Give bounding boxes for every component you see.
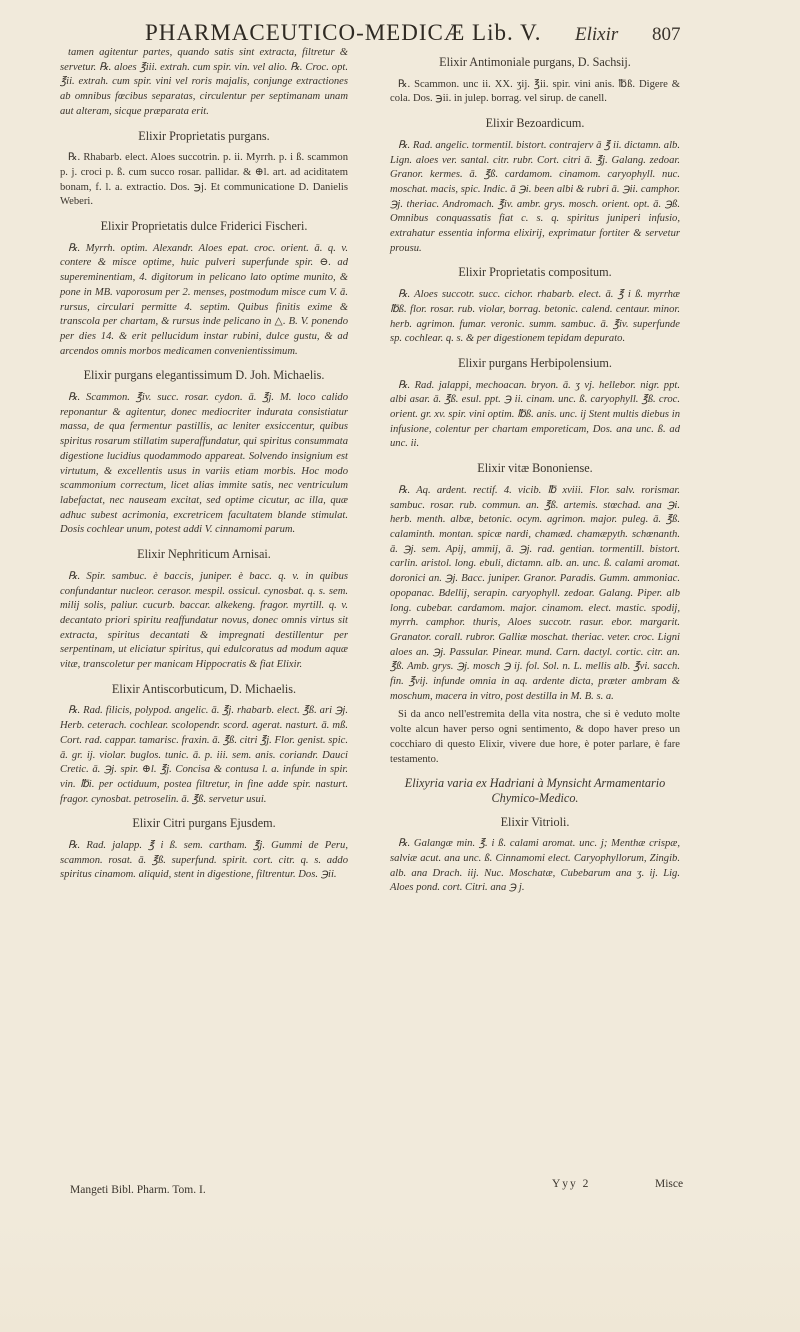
signature-mark: Yyy 2 [552, 1178, 591, 1190]
section-heading: Elixir Antimoniale purgans, D. Sachsij. [439, 55, 631, 69]
section-heading: Elixir purgans elegantissimum D. Joh. Michaelis. [83, 368, 325, 383]
section-word: Elixir [575, 24, 619, 45]
section-heading: Elixir purgans Herbipolensium. [458, 355, 612, 370]
text-paragraph: Si da anco nell'estremita della vita nostra, che si è veduto molte volte alcun haver perso ogni sentimento, & dopo haver preso un cocchiaro di questo Elixir, vivere due hore, è poter parlare, è fare testamento. [390, 709, 680, 765]
right-column [390, 46, 680, 900]
section-heading: Elixir Proprietatis dulce Friderici Fischeri. [100, 219, 308, 234]
section-heading: Elixir Vitrioli. [500, 814, 570, 829]
catchword: Misce [655, 1178, 684, 1190]
section-heading: Elixyria varia ex Hadriani à Mynsicht Armamentario Chymico-Medico. [404, 776, 666, 805]
page-footer [60, 1178, 700, 1200]
text-paragraph: ℞. Scammon. ℥iv. succ. rosar. cydon. ā. ℥j. M. loco calido reponantur & agitentur, donec mediocriter indurata consistiatur massa, de qua fermentur pastillis, ac leniter exsiccentur, quibus spiritus rosarum stillatim superaffundatur, qui spiritus consummata digestione lucidius quodammodo appareat. Solvendo insignium est virtutum, & excellentis usus in variis etiam morbis. Hoc modo scammonium correctum, licet alias immite satis, nec ventriculum labefactat, nec nauseam excitat, sed optime cicutur, ac illa, quæ adhuc subest acrimonia, excretricem facultatem blande stimulat. Dosis cochlear unum, potest addi V. cinnamomi parum. [60, 392, 348, 536]
section-heading: Elixir Bezoardicum. [485, 116, 585, 131]
footer-imprint: Mangeti Bibl. Pharm. Tom. I. [70, 1184, 206, 1196]
text-paragraph: ℞. Spir. sambuc. è baccis, juniper. è bacc. q. v. in quibus confundantur nucleor. cerasor. mespil. ossicul. cynosbat. q. s. sem. milij solis, paliur. cucurb. baccar. alkekeng. fragor. myrtill. q. v. decantato priori spiritu reaffundatur novus, donec omnis virtus sit extracta, spiritus decantati & impregnati destillentur per serpentinam, ut eliciatur spiritus, qui edulcoratus ad modum aquæ vitæ, transcoletur per manicam Hippocratis & fiat Elixir. [60, 570, 348, 671]
section-heading: Elixir Proprietatis compositum. [458, 265, 612, 280]
text-paragraph: ℞. Rad. angelic. tormentil. bistort. contrajerv ā ℥ ii. dictamn. alb. Lign. aloes ver. santal. citr. rubr. Cort. citri ā. ℥j. Galang. zedoar. Granor. kermes. ā. ℥ß. cardamom. cinamom. caryophyll. nuc. moschat. macis, spic. Indic. ā ℈i. been albi & rubri ā. ℈ii. camphor. ℈j. theriac. Andromach. ℥iv. ambr. grys. mosch. orient. opt. ā. ℈ß. Omnibus conquassatis fiat c. s. q. spiritus juniperi infusio, extrahatur essentia informa elixirij, exprimatur fortiter & servetur prousu. [390, 139, 680, 254]
section-heading: Elixir Proprietatis purgans. [138, 128, 270, 143]
text-paragraph: ℞. Rad. filicis, polypod. angelic. ā. ℥j. rhabarb. elect. ℥ß. ari ℈j. Herb. ceterach. cochlear. scolopendr. scord. agerat. nasturt. ā. mß. Cort. rad. cappar. tamarisc. fraxin. ā. ℥ß. citri ℥j. Flor. genist. spic. ā. gr. ij. violar. buglos. tunic. ā. p. iii. sem. anis. coriandr. Dauci Cretic. ā. ℈j. spir. ⊕l. ℥j. Concisa & contusa l. a. infunde in spir. vin. ℔i. per octiduum, postea filtretur, in fine adde spir. nasturt. fragor. cynosbat. petroselin. ā. ℥ß. servetur usui. [60, 705, 348, 805]
section-heading: Elixir vitæ Bononiense. [477, 461, 593, 476]
section-heading: Elixir Citri purgans Ejusdem. [132, 816, 276, 831]
text-paragraph: ℞. Aloes succotr. succ. cichor. rhabarb. elect. ā. ℥ i ß. myrrhæ ℔ß. flor. rosar. rub. violar, borrag. betonic. calend. centaur. minor. herb. agrimon. fumar. veronic. summ. sambuc. ā. ℥iv. superfunde sp. cochlear. q. s. & per digestionem tepidam depurato. [390, 289, 680, 345]
text-paragraph: ℞. Rad. jalapp. ℥ i ß. sem. cartham. ℥j. Gummi de Peru, scammon. rosat. ā. ℥ß. superfund. spirit. cort. citr. q. s. addo spiritus cinamom. aliquid, stent in digestione, filtrentur. Dos. ℈ii. [60, 840, 348, 881]
section-heading: Elixir Antiscorbuticum, D. Michaelis. [111, 681, 297, 696]
text-paragraph: ℞. Galangæ min. ℥. i ß. calami aromat. unc. j; Menthæ crispæ, salviæ acut. ana unc. ß. Cinnamomi elect. Caryophyllorum, Zingib. alb. ana Drach. iij. Nuc. Moschatæ, Cubebarum ana ʒ. ij. Lig. Aloes pond. cort. Citri. ana ℈ j. [390, 838, 680, 894]
text-paragraph: ℞. Scammon. unc ii. XX. ʒij. ℥ii. spir. vini anis. ℔ß. Digere & cola. Dos. ℈ii. in julep. borrag. vel sirup. de canell. [390, 78, 680, 105]
page-number: 807 [652, 24, 681, 45]
text-paragraph: ℞. Rhabarb. elect. Aloes succotrin. p. ii. Myrrh. p. i ß. scammon p. j. croci p. ß. cum succo rosar. pallidar. & ⊕l. art. ad aciditatem bonam, f. l. a. extractio. Dos. ℈j. Et communicatione D. Danielis Weberi. [60, 152, 348, 208]
section-heading: Elixir Nephriticum Arnisai. [137, 547, 271, 562]
left-column [60, 46, 348, 887]
text-paragraph: ℞. Rad. jalappi, mechoacan. bryon. ā. ʒ vj. hellebor. nigr. ppt. albi asar. ā. ℥ß. esul. ppt. ℈ ii. cinam. unc. ß. caryophyll. ℥ß. croc. orient. gr. xv. spir. vini optim. ℔ß. anis. unc. ij Stent multis diebus in infusione, colentur per chartam emporeticam, Dos. ana unc. ß. ad unc. ii. [390, 379, 680, 450]
text-paragraph: ℞. Myrrh. optim. Alexandr. Aloes epat. croc. orient. ā. q. v. contere & misce optime, huic pulveri superfunde spir. ⊖. ad supereminentiam, 4. digitorum in pelicano lato optime munito, & pone in MB. vaporosum per 2. menses, postmodum misce cum V. ā. rursus, circulari permitte 4. septim. Quibus finitis exime & transcola per chartam, & rursus inde pelicano in △. B. V. ponendo per dies 14. & erit pellucidum instar rubini, dulce gustu, & ad arcendos omnis morbos medicamen convenientissimum. [60, 242, 348, 357]
text-paragraph: ℞. Aq. ardent. rectif. 4. vicib. ℔ xviii. Flor. salv. rorismar. sambuc. rosar. rub. commun. an. ℥ß. artemis. stœchad. ana ℈i. herb. menth. albæ, betonic. ocym. agrimon. major. puleg. ā. ℥ß. calaminth. montan. spicæ nardi, chamæd. chamæpyth. schœnanth. ā. ℈j. sem. Apij, ammij, ā. ℈j. rad. gentian. tormentill. bistort. carlin. aristol. long. ebuli, dictamn. alb. an. unc. ß. calami aromat. doronici an. ℈j. Bacc. juniper. Granor. Paradis. Gumm. ammoniac. opopanac. Bdellij, serapin. caryophyll. zedoar. Galang. Piper. alb long. cubebar. cardamom. major. cinamom. elect. mastic. spodij, myrrh. camphor. thuris, Aloes succotr. rasur. ebor. margarit. Granator. corall. rubror. Galliæ moschat. theriac. veter. croc. Ligni aloes an. ℈j. Passular. Pinear. mund. Carn. dactyl. cortic. citr. an. ℥ß. Amb. grys. ℈j. mosch ℈ ij. fol. Sol. n. L. mellis alb. ℥vi. sacch. fin. ℥vij. infunde omnia in aq. ardente dicta, præter ambram & moschum, macera in vitro, post destilla in M. B. s. a. [390, 484, 680, 702]
blank-margin [0, 1210, 800, 1332]
text-paragraph: tamen agitentur partes, quando satis sint extracta, filtretur & servetur. ℞. aloes ℥iii. extrah. cum spir. vin. vel alio. ℞. Croc. opt. ℥ii. extrah. cum spir. vini vel roris majalis, conjunge extractiones ab omnibus fœcibus separatas, circulentur per septimanam unam aut alteram, sicque præparata erit. [60, 47, 348, 117]
running-title: PHARMACEUTICO-MEDICÆ Lib. V. [145, 20, 542, 45]
